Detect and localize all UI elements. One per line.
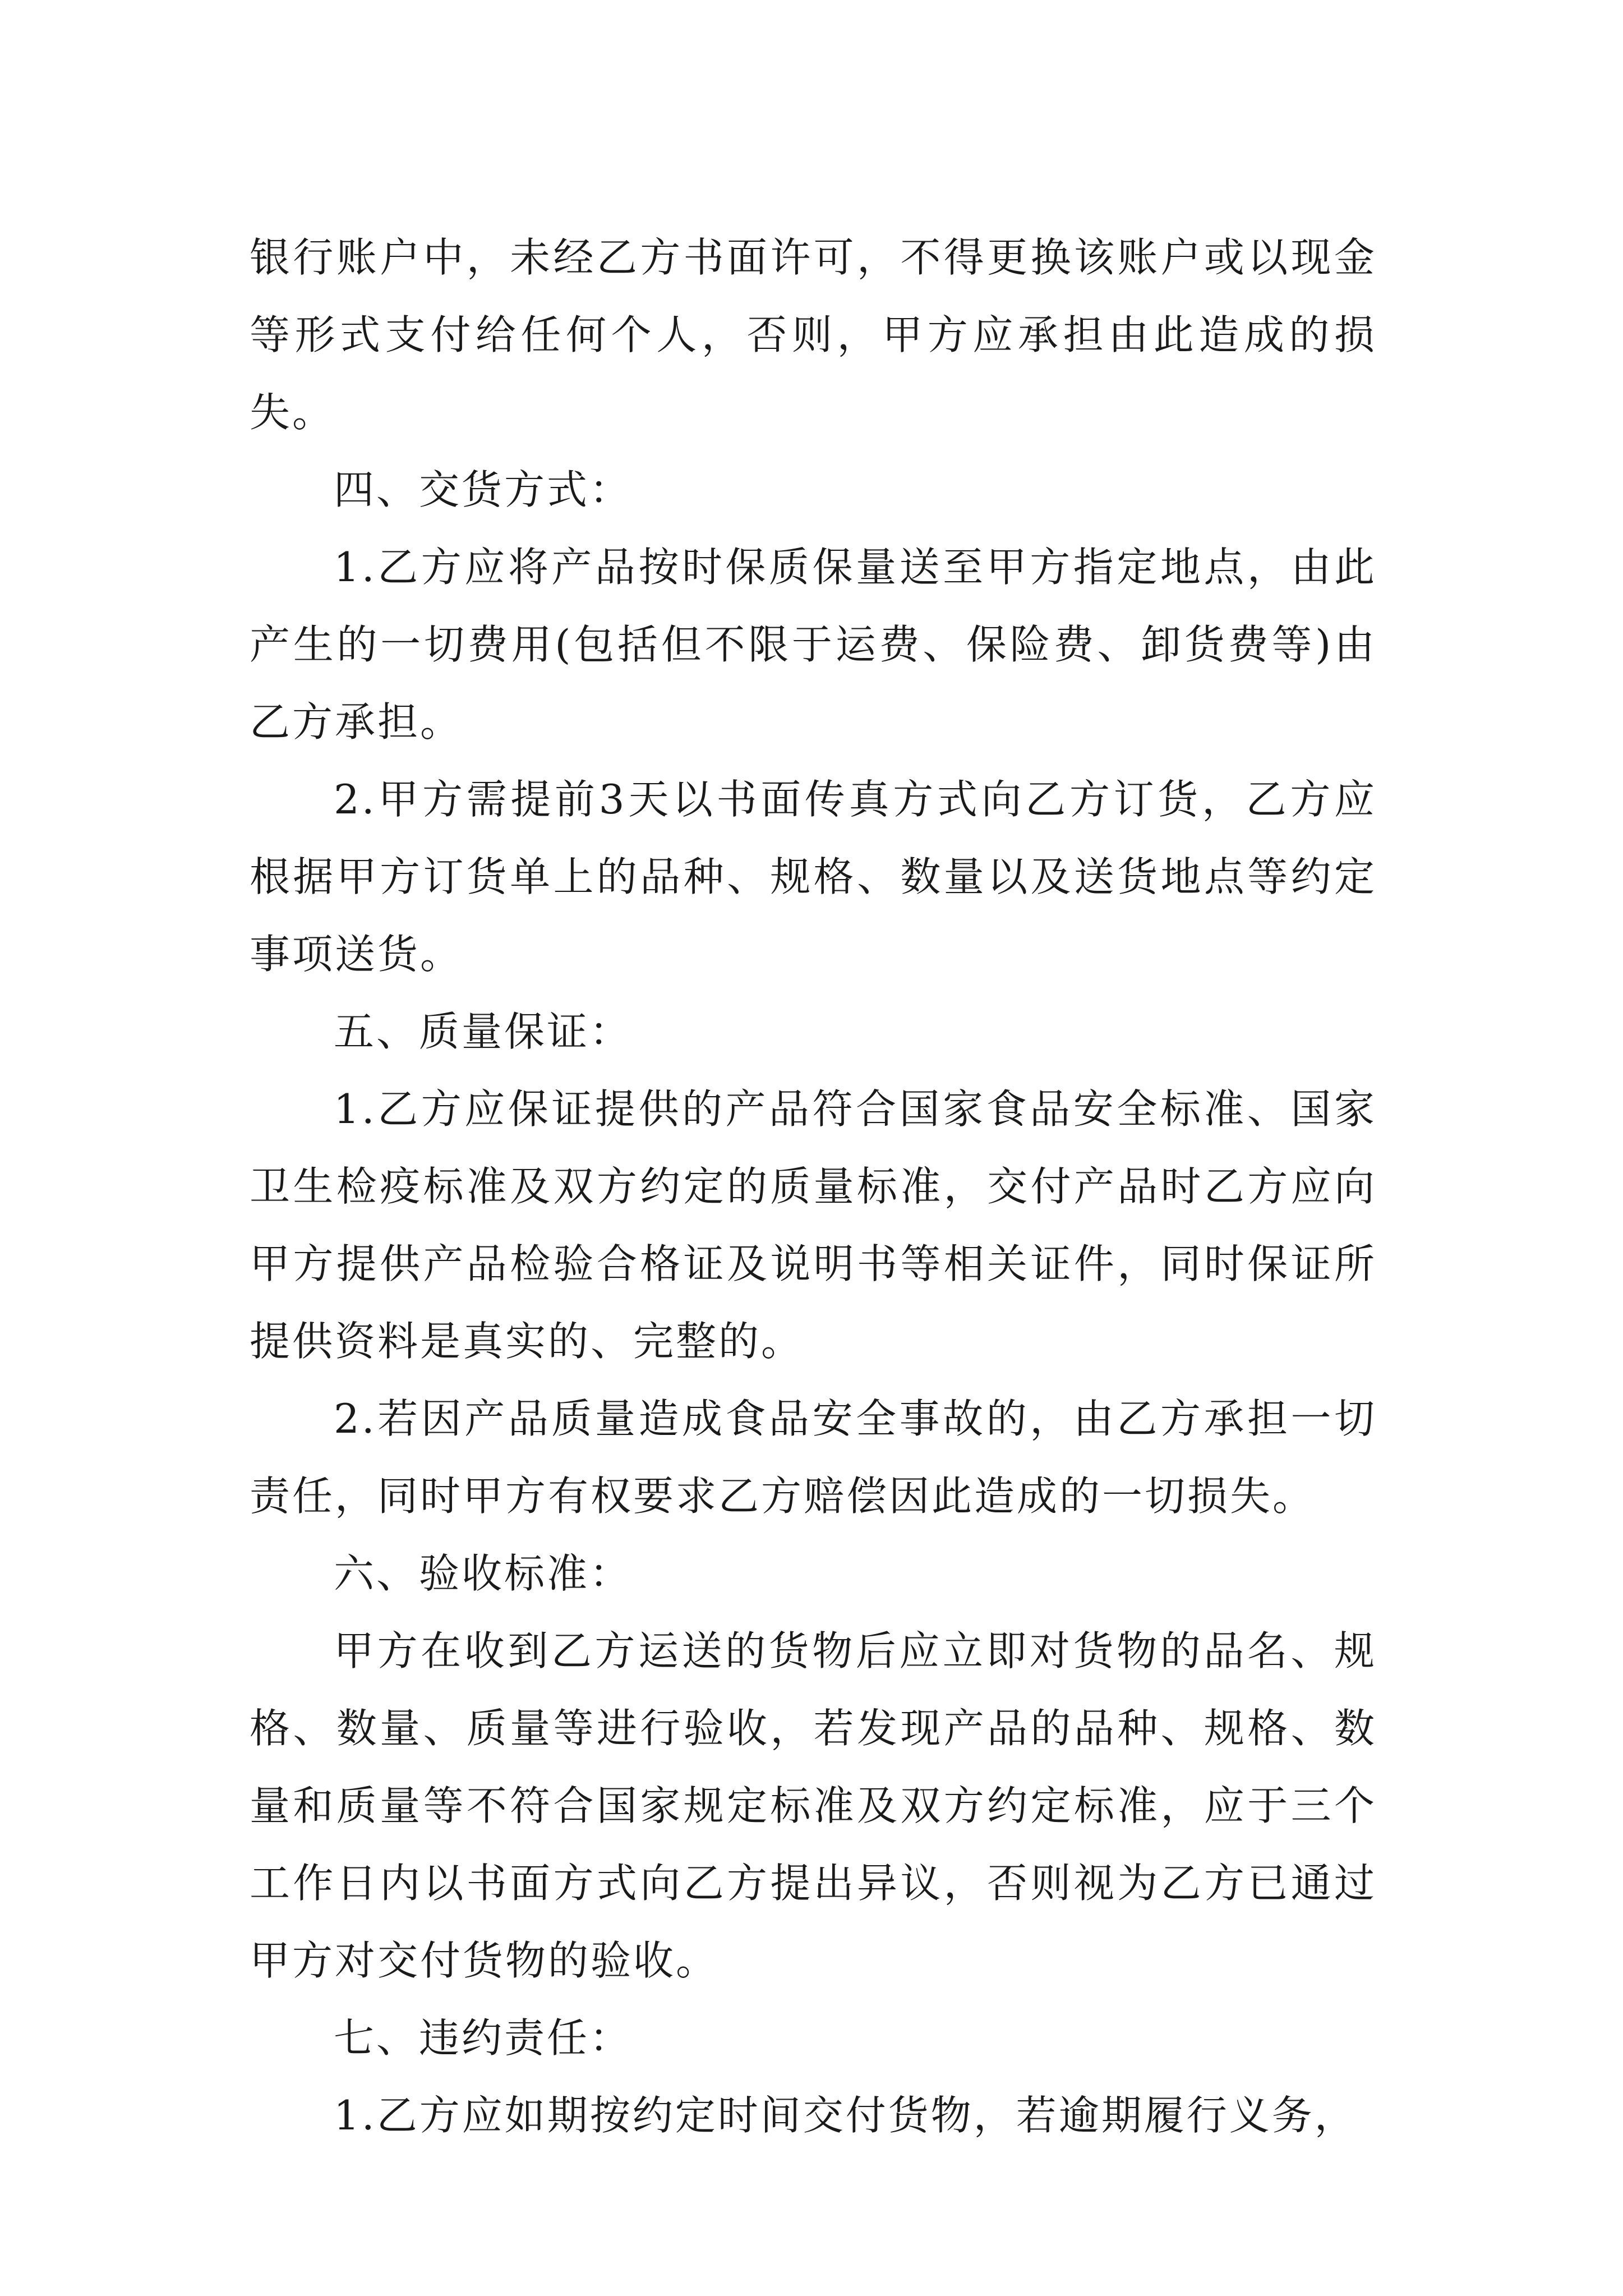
paragraph-quality-clause-2: 2.若因产品质量造成食品安全事故的，由乙方承担一切责任，同时甲方有权要求乙方赔偿因此造成的一切损失。 <box>250 1395 1377 1520</box>
section-heading-acceptance-standard: 六、验收标准： <box>334 1550 633 1597</box>
paragraph-breach-clause-1: 1.乙方应如期按约定时间交付货物，若逾期履行义务， <box>334 2092 1357 2139</box>
paragraph-acceptance-clause: 甲方在收到乙方运送的货物后应立即对货物的品名、规格、数量、质量等进行验收，若发现产品的品种、规格、数量和质量等不符合国家规定标准及双方约定标准，应于三个工作日内以书面方式向乙方提出异议，否则视为乙方已通过甲方对交付货物的验收。 <box>250 1627 1377 1984</box>
section-heading-delivery-method: 四、交货方式： <box>334 466 633 513</box>
paragraph-delivery-clause-1: 1.乙方应将产品按时保质保量送至甲方指定地点，由此产生的一切费用(包括但不限于运费、保险费、卸货费等)由乙方承担。 <box>250 544 1377 746</box>
paragraph-payment-continuation: 银行账户中，未经乙方书面许可，不得更换该账户或以现金等形式支付给任何个人，否则，甲方应承担由此造成的损失。 <box>250 234 1377 436</box>
section-heading-breach-liability: 七、违约责任： <box>334 2014 633 2062</box>
section-heading-quality-guarantee: 五、质量保证： <box>334 1008 633 1055</box>
paragraph-quality-clause-1: 1.乙方应保证提供的产品符合国家食品安全标准、国家卫生检疫标准及双方约定的质量标准，交付产品时乙方应向甲方提供产品检验合格证及说明书等相关证件，同时保证所提供资料是真实的、完整的。 <box>250 1085 1377 1365</box>
paragraph-delivery-clause-2: 2.甲方需提前3天以书面传真方式向乙方订货，乙方应根据甲方订货单上的品种、规格、数量以及送货地点等约定事项送货。 <box>250 776 1377 978</box>
document-body <box>250 219 1377 2154</box>
